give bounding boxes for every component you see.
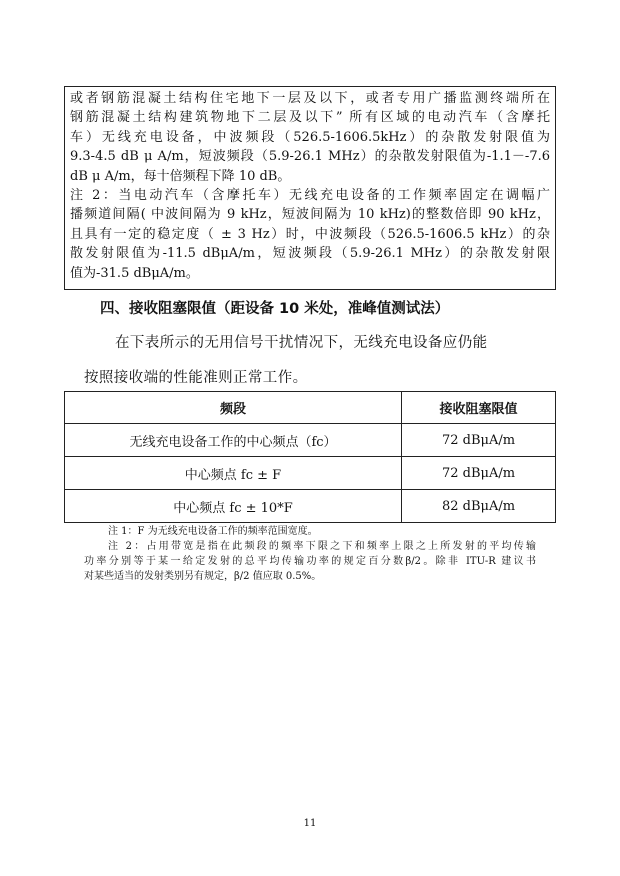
- table-cell-limit: 72 dBμA/m: [402, 457, 556, 490]
- note-box-line: 注 2：当电动汽车（含摩托车）无线充电设备的工作频率固定在调幅广: [70, 188, 550, 204]
- table-row: [65, 490, 556, 523]
- paragraph-line-1: 在下表所示的无用信号干扰情况下，无线充电设备应仍能: [115, 335, 488, 351]
- table-notes: [84, 524, 536, 584]
- table-row: [65, 457, 556, 490]
- section-heading: 四、接收阻塞限值（距设备 10 米处，准峰值测试法）: [100, 301, 450, 317]
- table-cell-band: 中心频点 fc ± 10*F: [65, 490, 402, 523]
- note-box-line: 钢筋混凝土结构建筑物地下二层及以下” 所有区域的电动汽车（含摩托: [70, 110, 550, 126]
- table-note-2-line: 功率分别等于某一给定发射的总平均传输功率的规定百分数β/2。除非 ITU-R 建议书: [84, 556, 536, 567]
- note-box-line: 播频道间隔( 中波间隔为 9 kHz，短波间隔为 10 kHz)的整数倍即 90 kHz，: [70, 207, 550, 223]
- table-row: [65, 424, 556, 457]
- note-box-line: dB μ A/m，每十倍频程下降 10 dB。: [70, 168, 291, 184]
- page-number: 11: [303, 818, 317, 829]
- blocking-limits-table: [64, 391, 556, 523]
- note-box: [64, 86, 556, 290]
- table-note-2-line: 对某些适当的发射类别另有规定，β/2 值应取 0.5%。: [84, 571, 322, 582]
- note-box-line: 9.3-4.5 dB μ A/m，短波频段（5.9-26.1 MHz）的杂散发射限值为-1.1－-7.6: [70, 149, 550, 165]
- note-box-line: 值为-31.5 dBμA/m。: [70, 265, 199, 281]
- paragraph-line-2: 按照接收端的性能准则正常工作。: [84, 370, 308, 386]
- note-box-line: 车）无线充电设备，中波频段（526.5-1606.5kHz）的杂散发射限值为: [70, 129, 550, 145]
- table-cell-limit: 72 dBμA/m: [402, 424, 556, 457]
- column-header-band: 频段: [65, 392, 402, 424]
- note-box-line: 且具有一定的稳定度（ ± 3 Hz）时，中波频段（526.5-1606.5 kHz）的杂: [70, 226, 550, 242]
- table-cell-band: 中心频点 fc ± F: [65, 457, 402, 490]
- table-header-row: [65, 392, 556, 424]
- table-note-1: 注 1：F 为无线充电设备工作的频率范围宽度。: [108, 526, 318, 537]
- table-note-2-line: 注 2：占用带宽是指在此频段的频率下限之下和频率上限之上所发射的平均传输: [108, 541, 536, 552]
- table-cell-band: 无线充电设备工作的中心频点（fc）: [65, 424, 402, 457]
- table-cell-limit: 82 dBμA/m: [402, 490, 556, 523]
- note-box-line: 散发射限值为-11.5 dBμA/m，短波频段（5.9-26.1 MHz）的杂散发射限: [70, 246, 550, 262]
- note-box-line: 或者钢筋混凝土结构住宅地下一层及以下，或者专用广播监测终端所在: [70, 91, 550, 106]
- column-header-limit: 接收阻塞限值: [402, 392, 556, 424]
